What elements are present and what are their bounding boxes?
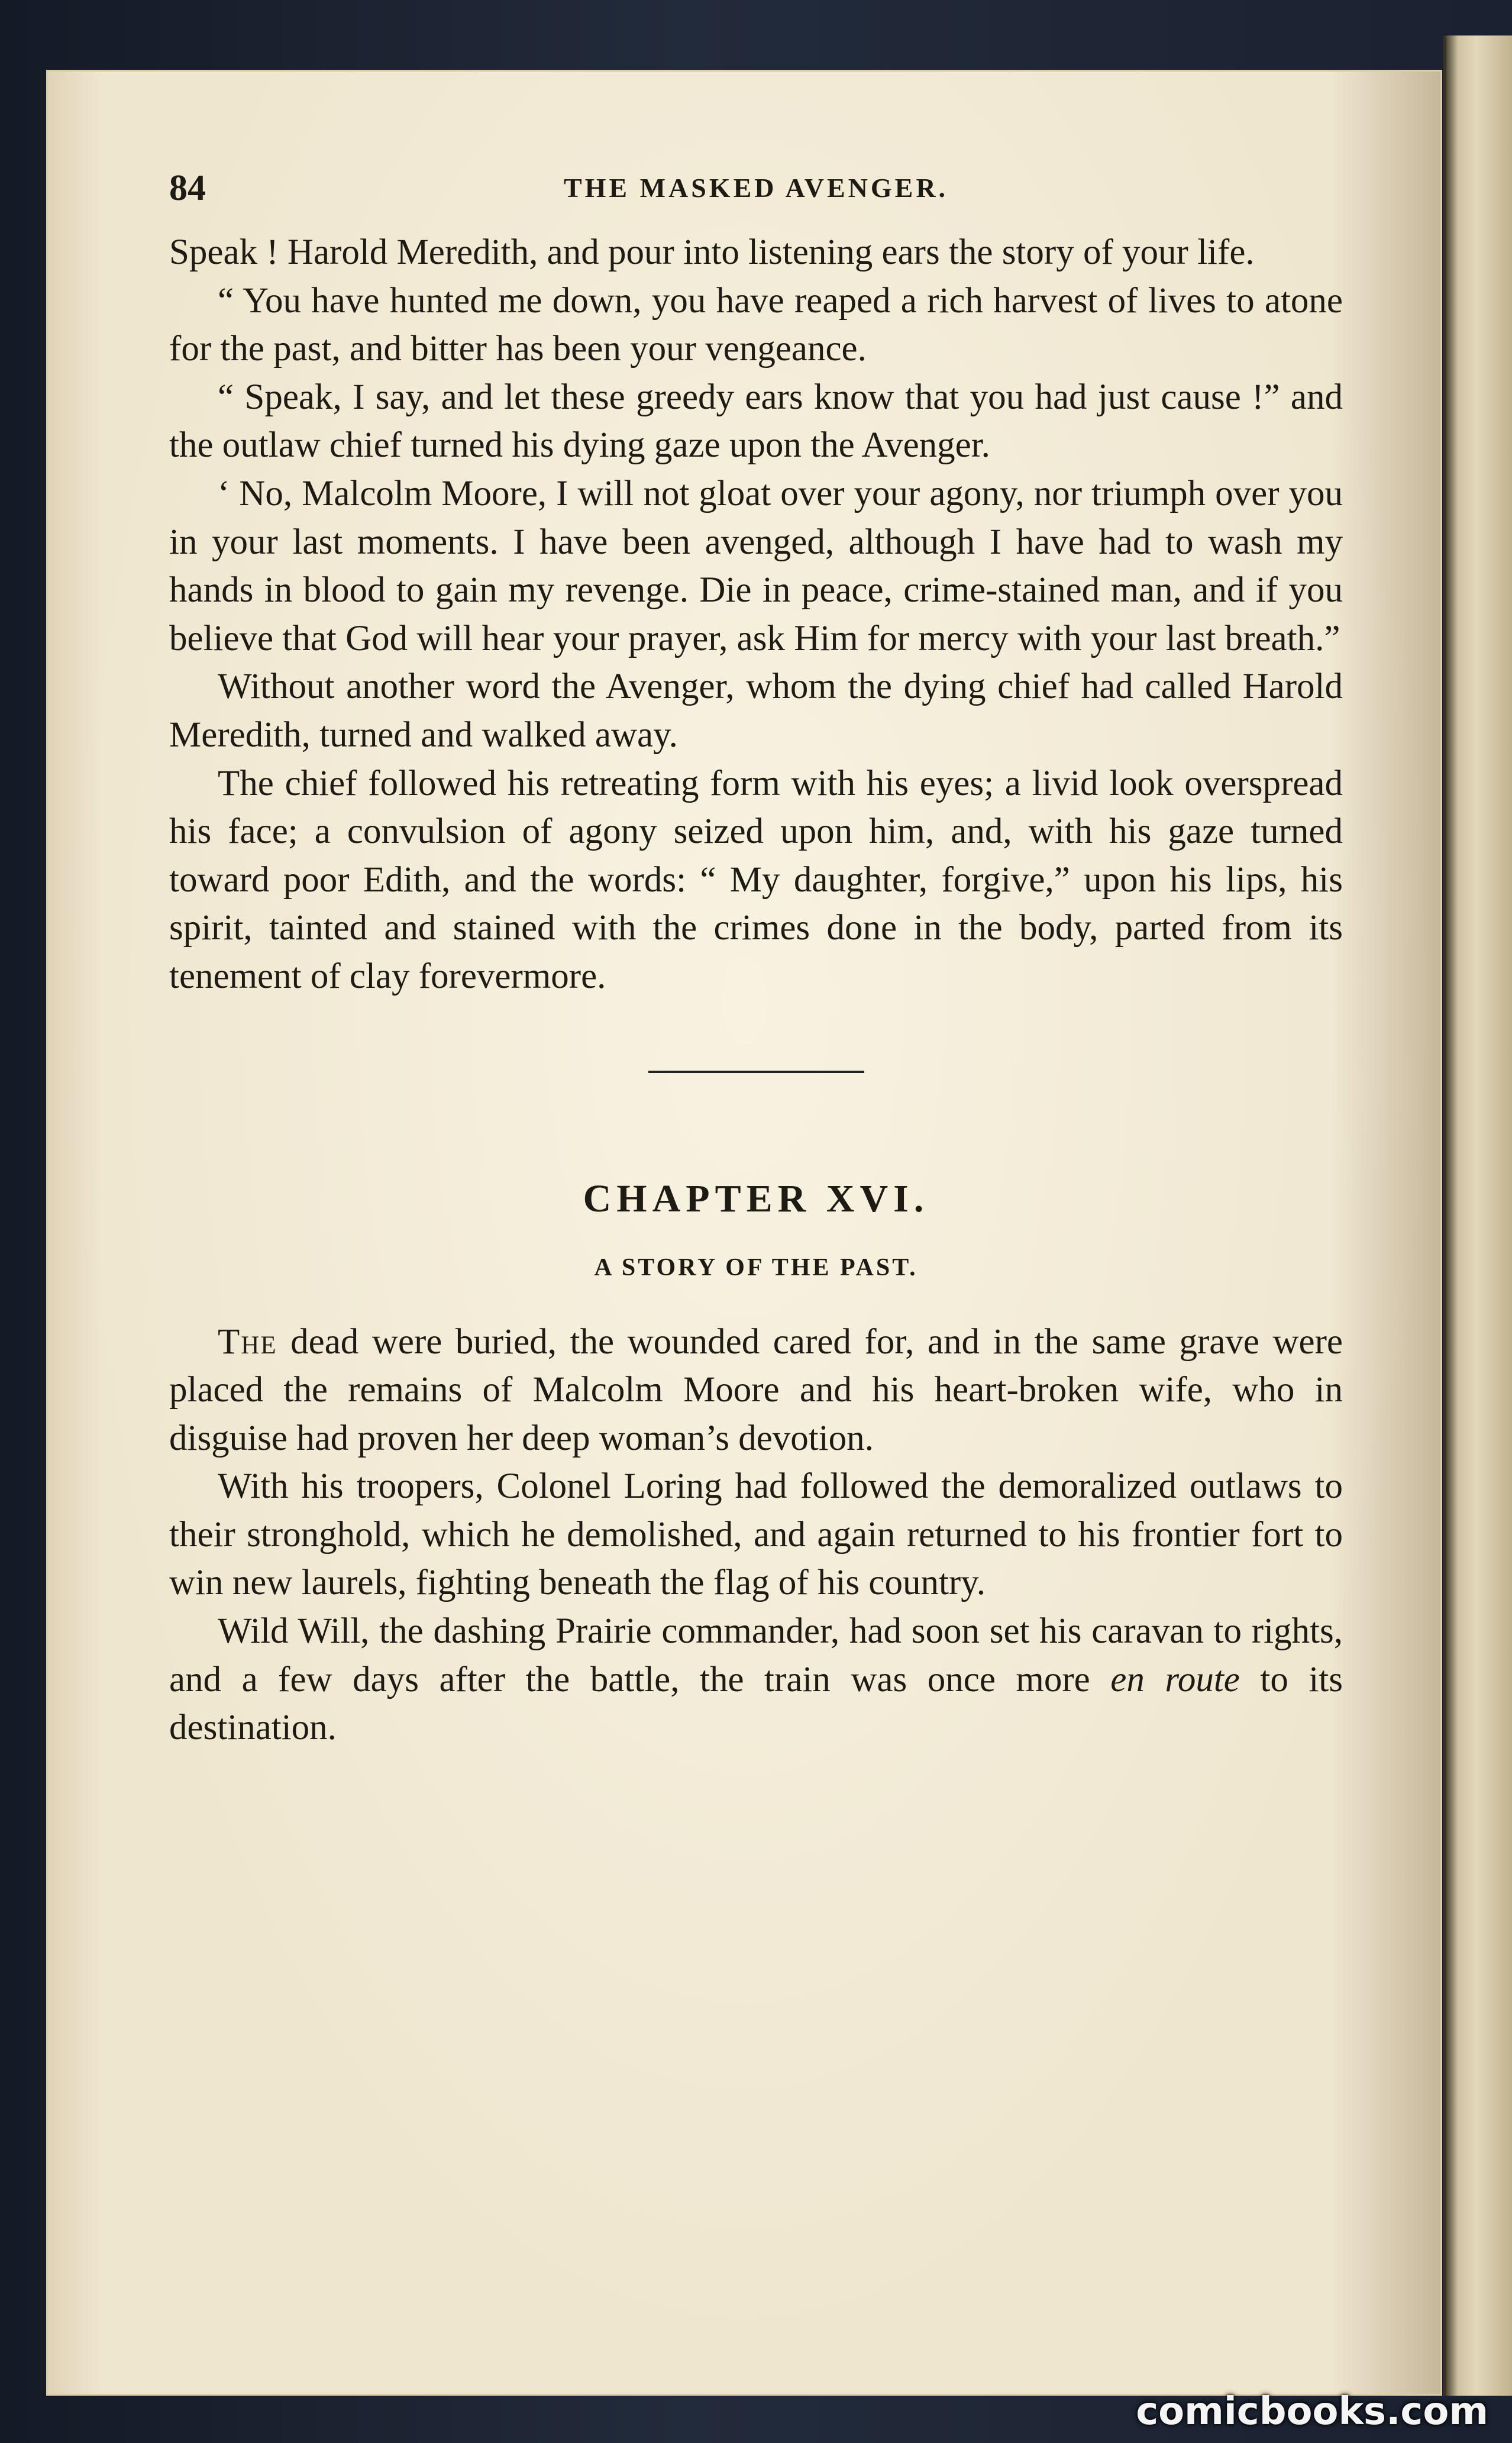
- opening-word: The: [218, 1321, 277, 1362]
- book-page: [46, 70, 1442, 2396]
- chapter-body: [169, 1318, 1343, 1752]
- paragraph-text: dead were buried, the wounded cared for, and in the same grave were placed the remains of Malcolm Moore and his heart-broken wife, who in disguise had proven her deep woman’s devotion.: [169, 1321, 1343, 1458]
- paragraph: The chief followed his retreating form with his eyes; a livid look overspread his face; a convulsion of agony seized upon him, and, with his gaze turned toward poor Edith, and the words: “ My daughter, forgive,” upon his lips, his spirit, tainted and stained with the crimes done in the body, parted from its tenement of clay forevermore.: [169, 763, 1343, 996]
- adjacent-page-edge: [1443, 35, 1512, 2396]
- paragraph: ‘ No, Malcolm Moore, I will not gloat over your agony, nor triumph over you in your last moments. I have been avenged, although I have had to wash my hands in blood to gain my revenge. Die in peace, crime-stained man, and if you believe that God will hear your prayer, ask Him for mercy with your last breath.”: [169, 473, 1343, 658]
- paragraph: Without another word the Avenger, whom the dying chief had called Harold Meredith, turned and walked away.: [169, 667, 1343, 755]
- running-title: THE MASKED AVENGER.: [563, 173, 949, 203]
- chapter-paragraph: [169, 1318, 1343, 1463]
- paragraph: “ You have hunted me down, you have reaped a rich harvest of lives to atone for the past, and bitter has been your vengeance.: [169, 280, 1343, 369]
- body-text: [169, 228, 1343, 1001]
- page-number: 84: [169, 168, 206, 208]
- italic-phrase: en route: [1110, 1659, 1240, 1699]
- paragraph: Speak ! Harold Meredith, and pour into listening ears the story of your life.: [169, 232, 1255, 272]
- chapter-paragraph: With his troopers, Colonel Loring had followed the demoralized outlaws to their stronghold, which he demolished, and again returned to his frontier fort to win new laurels, fighting beneath the flag of his country.: [169, 1466, 1343, 1603]
- paragraph: “ Speak, I say, and let these greedy ears know that you had just cause !” and the outlaw chief turned his dying gaze upon the Avenger.: [169, 377, 1343, 466]
- watermark-text: comicbooks.com: [1136, 2390, 1488, 2434]
- chapter-title: CHAPTER XVI.: [583, 1177, 929, 1220]
- paragraph-text: Wild Will, the dashing Prairie commander, had soon set his caravan to rights, and a few days after the battle, the train was once more: [169, 1611, 1343, 1699]
- chapter-paragraph: [169, 1607, 1343, 1752]
- paragraph-text: to its destination.: [169, 1659, 1343, 1748]
- chapter-subtitle: A STORY OF THE PAST.: [594, 1253, 918, 1281]
- running-head: [169, 159, 1343, 218]
- page-content: [169, 159, 1343, 1752]
- chapter-divider-rule: [648, 1071, 864, 1073]
